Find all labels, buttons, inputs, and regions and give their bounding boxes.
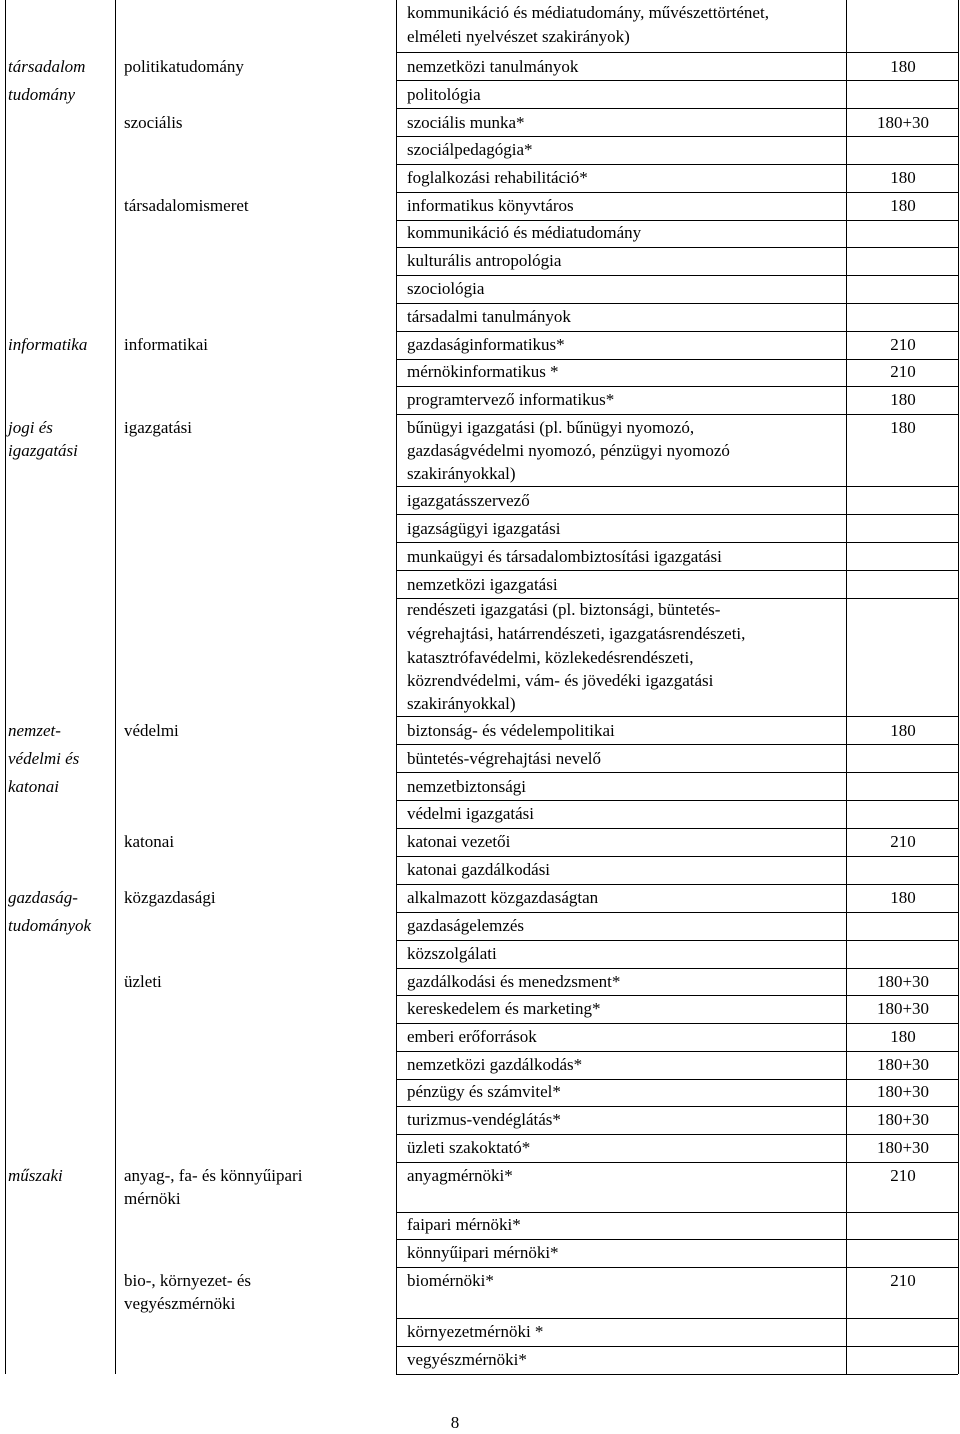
table-horizontal-rule [396,1023,958,1024]
study-branch-cell: politikatudomány [124,57,244,76]
program-name-cell: gazdálkodási és menedzsment* [407,972,621,991]
field-area-cell: gazdaság- [8,888,78,907]
credits-cell: 180+30 [876,1110,930,1129]
study-branch-cell: közgazdasági [124,888,216,907]
program-name-cell: informatikus könyvtáros [407,196,574,215]
program-name-cell: környezetmérnöki * [407,1322,544,1341]
field-area-cell: társadalom [8,57,86,76]
program-name-cell: elméleti nyelvészet szakirányok) [407,27,630,46]
credits-cell: 180 [890,168,916,187]
credits-cell: 210 [890,1166,916,1185]
credits-cell: 180 [890,57,916,76]
table-horizontal-rule [396,1106,958,1107]
program-name-cell: kommunikáció és médiatudomány, művészettörténet, [407,3,769,22]
field-area-cell: műszaki [8,1166,63,1185]
table-horizontal-rule [396,331,958,332]
credits-cell: 210 [890,362,916,381]
field-area-cell: katonai [8,777,59,796]
study-branch-cell: igazgatási [124,418,192,437]
table-horizontal-rule [396,800,958,801]
table-horizontal-rule [396,414,958,415]
program-name-cell: szociális munka* [407,113,525,132]
program-name-cell: mérnökinformatikus * [407,362,559,381]
credits-cell: 180+30 [876,1138,930,1157]
study-branch-cell: bio-, környezet- és [124,1271,251,1290]
field-area-cell: informatika [8,335,88,354]
table-horizontal-rule [396,1134,958,1135]
credits-cell: 180 [890,418,916,437]
program-name-cell: programtervező informatikus* [407,390,615,409]
study-branch-cell: anyag-, fa- és könnyűipari [124,1166,303,1185]
program-name-cell: foglalkozási rehabilitáció* [407,168,588,187]
table-horizontal-rule [396,856,958,857]
program-name-cell: kereskedelem és marketing* [407,999,601,1018]
program-name-cell: pénzügy és számvitel* [407,1082,561,1101]
study-branch-cell: informatikai [124,335,209,354]
table-horizontal-rule [396,1051,958,1052]
field-area-cell: igazgatási [8,441,78,460]
program-name-cell: kommunikáció és médiatudomány [407,223,642,242]
study-branch-cell: üzleti [124,972,162,991]
table-vertical-rule [396,0,397,1374]
program-name-cell: katonai gazdálkodási [407,860,551,879]
field-area-cell: tudomány [8,85,76,104]
program-name-cell: nemzetközi igazgatási [407,575,558,594]
table-horizontal-rule [396,136,958,137]
program-name-cell: szociálpedagógia* [407,140,533,159]
table-vertical-rule [115,0,116,1374]
program-name-cell: gazdaságvédelmi nyomozó, pénzügyi nyomozó [407,441,730,460]
table-horizontal-rule [396,940,958,941]
credits-cell: 180+30 [876,113,930,132]
credits-cell: 180 [890,1027,916,1046]
credits-cell: 180+30 [876,999,930,1018]
credits-cell: 210 [890,832,916,851]
table-horizontal-rule [396,1239,958,1240]
credits-cell: 210 [890,1271,916,1290]
program-name-cell: igazságügyi igazgatási [407,519,561,538]
table-horizontal-rule [396,570,958,571]
study-branch-cell: mérnöki [124,1189,181,1208]
credits-cell: 180 [890,390,916,409]
table-horizontal-rule [396,884,958,885]
table-horizontal-rule [396,220,958,221]
program-name-cell: emberi erőforrások [407,1027,537,1046]
credits-cell: 180 [890,721,916,740]
table-horizontal-rule [396,1162,958,1163]
page-number: 8 [450,1413,460,1432]
program-name-cell: nemzetbiztonsági [407,777,526,796]
table-horizontal-rule [396,192,958,193]
program-name-cell: közszolgálati [407,944,497,963]
program-name-cell: nemzetközi gazdálkodás* [407,1055,583,1074]
program-name-cell: végrehajtási, határrendészeti, igazgatásrendészeti, [407,624,746,643]
field-area-cell: nemzet- [8,721,61,740]
table-horizontal-rule [396,80,958,81]
table-horizontal-rule [396,359,958,360]
credits-cell: 180+30 [876,1055,930,1074]
table-horizontal-rule [396,968,958,969]
program-name-cell: igazgatásszervező [407,491,530,510]
program-name-cell: anyagmérnöki* [407,1166,513,1185]
table-horizontal-rule [396,912,958,913]
table-horizontal-rule [396,303,958,304]
program-name-cell: faipari mérnöki* [407,1215,521,1234]
table-horizontal-rule [396,52,958,53]
program-name-cell: munkaügyi és társadalombiztosítási igazgatási [407,547,722,566]
program-name-cell: katasztrófavédelmi, közlekedésrendészeti, [407,648,694,667]
credits-cell: 180 [890,196,916,215]
program-name-cell: társadalmi tanulmányok [407,307,571,326]
program-name-cell: szociológia [407,279,485,298]
program-name-cell: politológia [407,85,481,104]
table-horizontal-rule [396,386,958,387]
study-branch-cell: vegyészmérnöki [124,1294,236,1313]
field-area-cell: védelmi és [8,749,80,768]
table-horizontal-rule [396,247,958,248]
study-branch-cell: védelmi [124,721,179,740]
field-area-cell: tudományok [8,916,92,935]
credits-cell: 180 [890,888,916,907]
table-horizontal-rule [396,275,958,276]
program-name-cell: büntetés-végrehajtási nevelő [407,749,602,768]
program-name-cell: szakirányokkal) [407,464,516,483]
credits-cell: 180+30 [876,972,930,991]
program-name-cell: gazdaságelemzés [407,916,525,935]
table-horizontal-rule [396,1346,958,1347]
program-name-cell: védelmi igazgatási [407,804,534,823]
table-horizontal-rule [396,1079,958,1080]
program-name-cell: üzleti szakoktató* [407,1138,531,1157]
study-branch-cell: szociális [124,113,183,132]
program-name-cell: turizmus-vendéglátás* [407,1110,561,1129]
program-name-cell: közrendvédelmi, vám- és jövedéki igazgatási [407,671,714,690]
program-name-cell: katonai vezetői [407,832,511,851]
table-horizontal-rule [396,1212,958,1213]
table-horizontal-rule [396,1267,958,1268]
program-name-cell: rendészeti igazgatási (pl. biztonsági, büntetés- [407,600,721,619]
table-horizontal-rule [396,716,958,717]
table-horizontal-rule [396,828,958,829]
table-horizontal-rule [396,542,958,543]
study-branch-cell: társadalomismeret [124,196,249,215]
study-branch-cell: katonai [124,832,175,851]
field-area-cell: jogi és [8,418,53,437]
credits-cell: 210 [890,335,916,354]
program-name-cell: nemzetközi tanulmányok [407,57,579,76]
table-horizontal-rule [396,744,958,745]
table-horizontal-rule [396,1318,958,1319]
table-horizontal-rule [396,164,958,165]
credits-cell: 180+30 [876,1082,930,1101]
program-name-cell: kulturális antropológia [407,251,562,270]
program-name-cell: vegyészmérnöki* [407,1350,527,1369]
table-horizontal-rule [396,1374,958,1375]
table-horizontal-rule [396,486,958,487]
program-name-cell: bűnügyi igazgatási (pl. bűnügyi nyomozó, [407,418,695,437]
table-horizontal-rule [396,995,958,996]
program-name-cell: biztonság- és védelempolitikai [407,721,615,740]
table-horizontal-rule [396,514,958,515]
table-vertical-rule [5,0,6,1374]
table-vertical-rule [846,0,847,1374]
program-name-cell: alkalmazott közgazdaságtan [407,888,599,907]
table-horizontal-rule [396,108,958,109]
program-name-cell: szakirányokkal) [407,694,516,713]
program-name-cell: biomérnöki* [407,1271,494,1290]
table-horizontal-rule [396,772,958,773]
program-name-cell: könnyűipari mérnöki* [407,1243,559,1262]
table-vertical-rule [958,0,959,1374]
program-name-cell: gazdaságinformatikus* [407,335,565,354]
